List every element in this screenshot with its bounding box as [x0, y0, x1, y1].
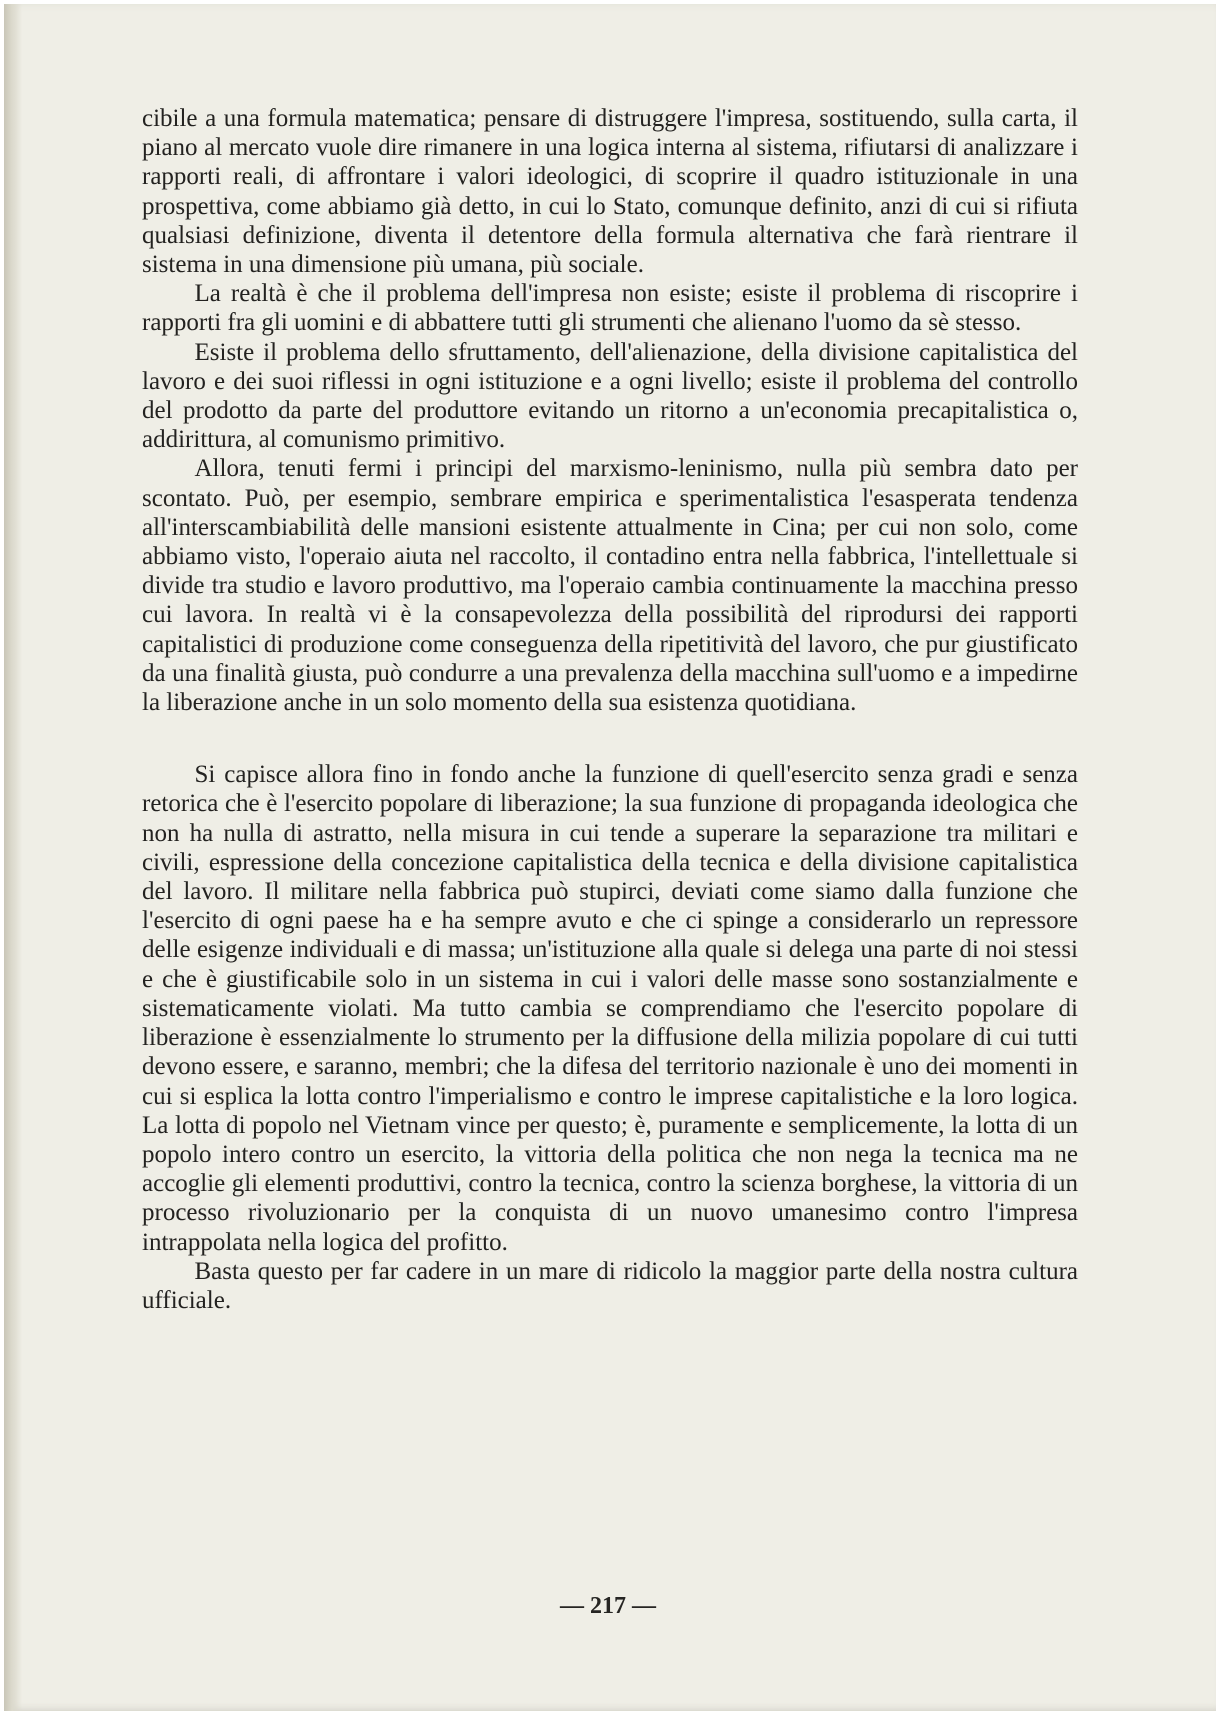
body-text	[142, 104, 1078, 1315]
page-binding-shadow	[4, 4, 22, 1711]
paragraph-cultura-ufficiale: Basta questo per far cadere in un mare di ridicolo la maggior parte della nostra cultura ufficiale.	[142, 1257, 1078, 1314]
paragraph-problem-impresa: La realtà è che il problema dell'impresa non esiste; esiste il problema di riscoprire i rapporti fra gli uomini e di abbattere tutti gli strumenti che alienano l'uomo da sè stesso.	[142, 280, 1078, 337]
paragraph-marxismo-leninismo: Allora, tenuti fermi i principi del marxismo-leninismo, nulla più sembra dato per scontato. Può, per esempio, sembrare empirica e sperimentalistica l'esasperata tendenza all'interscambiabilità delle mansioni esistente attualmente in Cina; per cui non solo, come abbiamo visto, l'operaio aiuta nel raccolto, il contadino entra nella fabbrica, l'intellettuale si divide tra studio e lavoro produttivo, ma l'operaio cambia continuamente la macchina presso cui lavora. In realtà vi è la consapevolezza della possibilità del riprodursi dei rapporti capitalistici di produzione come conseguenza della ripetitività del lavoro, che pur giustificato da una finalità giusta, può condurre a una prevalenza della macchina sull'uomo e a impedirne la liberazione anche in un solo momento della sua esistenza quotidiana.	[142, 455, 1078, 717]
paragraph-continuation: cibile a una formula matematica; pensare di distruggere l'impresa, sostituendo, sulla carta, il piano al mercato vuole dire rimanere in una logica interna al sistema, rifiutarsi di analizzare i rapporti reali, di affrontare i valori ideologici, di scoprire il quadro istituzionale in una prospettiva, come abbiamo già detto, in cui lo Stato, comunque definito, anzi di cui si rifiuta qualsiasi definizione, diventa il detentore della formula alternativa che farà rientrare il sistema in una dimensione più umana, più sociale.	[142, 105, 1078, 279]
paragraph-sfruttamento: Esiste il problema dello sfruttamento, dell'alienazione, della divisione capitalistica del lavoro e dei suoi riflessi in ogni istituzione e a ogni livello; esiste il problema del controllo del prodotto da parte del produttore evitando un ritorno a un'economia precapitalistica o, addirittura, al comunismo primitivo.	[142, 338, 1078, 454]
paragraph-esercito-popolare: Si capisce allora fino in fondo anche la funzione di quell'esercito senza gradi e senza retorica che è l'esercito popolare di liberazione; la sua funzione di propaganda ideologica che non ha nulla di astratto, nella misura in cui tende a superare la separazione tra militari e civili, espressione della concezione capitalistica della tecnica e della divisione capitalistica del lavoro. Il militare nella fabbrica può stupirci, deviati come siamo dalla funzione che l'esercito di ogni paese ha e ha sempre avuto e che ci spinge a considerarlo un repressore delle esigenze individuali e di massa; un'istituzione alla quale si delega una parte di noi stessi e che è giustificabile solo in un sistema in cui i valori delle masse sono sostanzialmente e sistematicamente violati. Ma tutto cambia se comprendiamo che l'esercito popolare di liberazione è essenzialmente lo strumento per la diffusione della milizia popolare di cui tutti devono essere, e saranno, membri; che la difesa del territorio nazionale è uno dei momenti in cui si esplica la lotta contro l'imperialismo e contro le imprese capitalistiche e la loro logica. La lotta di popolo nel Vietnam vince per questo; è, puramente e semplicemente, la lotta di un popolo intero contro un esercito, la vittoria della politica che non nega la tecnica ma ne accoglie gli elementi produttivi, contro la tecnica, contro la scienza borghese, la vittoria di un processo rivoluzionario per la conquista di un nuovo umanesimo contro l'impresa intrappolata nella logica del profitto.	[142, 761, 1078, 1256]
page-number: — 217 —	[560, 1593, 656, 1619]
